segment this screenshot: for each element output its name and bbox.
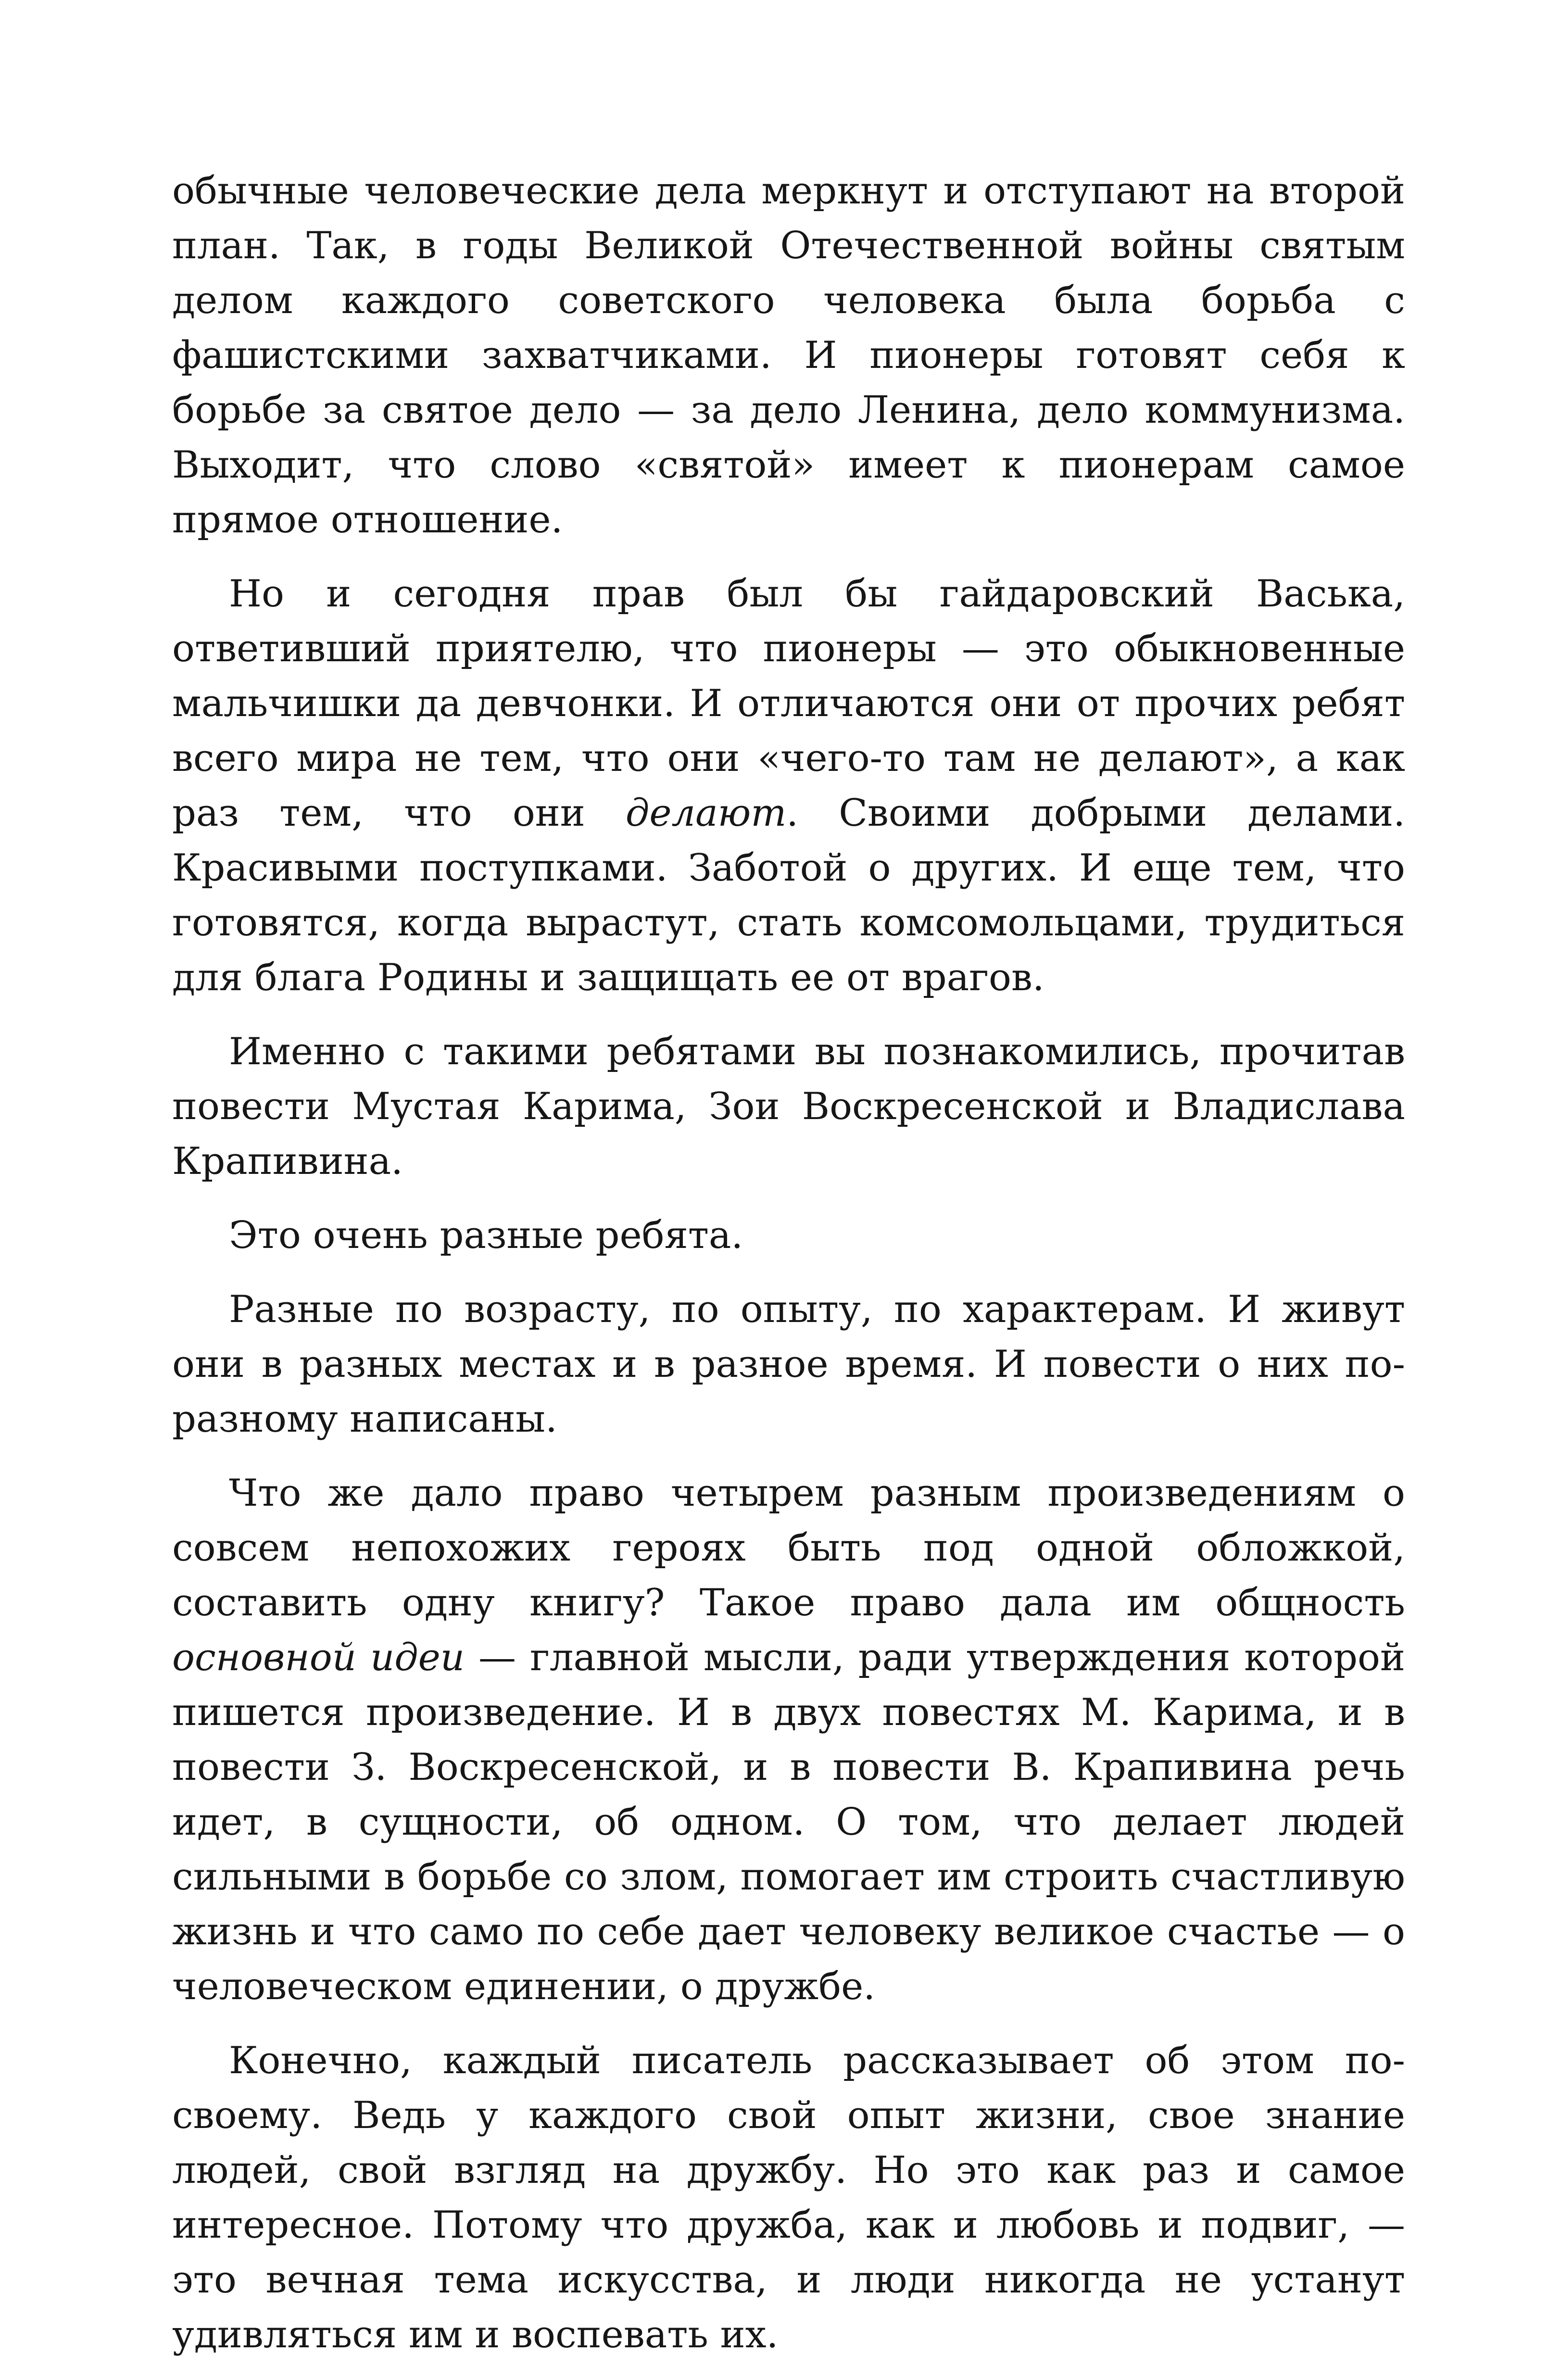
paragraph-text: — главной мысли, ради утверждения которой пишется произведение. И в двух повестях М. Карима, и в повести З. Воскресенской, и в повести В. Крапивина речь идет, в сущности, об одном. О том, что делает людей сильными в борьбе со злом, помогает им строить счастливую жизнь и что само по себе дает человеку великое счастье — о человеческом единении, о дружбе. [172,1636,1405,2008]
paragraph-1 [172,164,1405,547]
paragraph-text: Что же дало право четырем разным произведениям о совсем непохожих героях быть под одной обложкой, составить одну книгу? Такое право дала им общность [172,1472,1405,1624]
paragraph-text: Конечно, каждый писатель рассказывает об этом по-своему. Ведь у каждого свой опыт жизни, свое знание людей, свой взгляд на дружбу. Но это как раз и самое интересное. Потому что дружба, как и любовь и подвиг, — это вечная тема искусства, и люди никогда не устанут удивляться им и воспевать их. [172,2039,1405,2356]
italic-emphasis: делают [625,792,787,835]
paragraph-text: Но и сегодня прав был бы гайдаровский Васька, ответивший приятелю, что пионеры — это обыкновенные мальчишки да девчонки. И отличаются они от прочих ребят всего мира не тем, что они «чего-то там не делают», а как раз тем, что они [172,572,1405,835]
paragraph-3 [172,1024,1405,1189]
paragraph-text: Это очень разные ребята. [229,1214,743,1257]
paragraph-text: Разные по возрасту, по опыту, по характерам. И живут они в разных местах и в разное время. И повести о них по-разному написаны. [172,1288,1405,1441]
paragraph-4 [172,1208,1405,1263]
paragraph-5 [172,1282,1405,1447]
paragraph-2 [172,567,1405,1005]
page-text [172,164,1405,2362]
paragraph-text: . Своими добрыми делами. Красивыми поступками. Заботой о других. И еще тем, что готовятся, когда вырастут, стать комсомольцами, трудиться для блага Родины и защищать ее от врагов. [172,792,1405,999]
paragraph-6 [172,1466,1405,2014]
paragraph-text: обычные человеческие дела меркнут и отступают на второй план. Так, в годы Великой Отечественной войны святым делом каждого советского человека была борьба с фашистскими захватчиками. И пионеры готовят себя к борьбе за святое дело — за дело Ленина, дело коммунизма. Выходит, что слово «святой» имеет к пионерам самое прямое отношение. [172,169,1405,541]
paragraph-7 [172,2033,1405,2362]
italic-emphasis: основной идеи [172,1636,465,1679]
paragraph-text: Именно с такими ребятами вы познакомились, прочитав повести Мустая Карима, Зои Воскресенской и Владислава Крапивина. [172,1030,1405,1183]
